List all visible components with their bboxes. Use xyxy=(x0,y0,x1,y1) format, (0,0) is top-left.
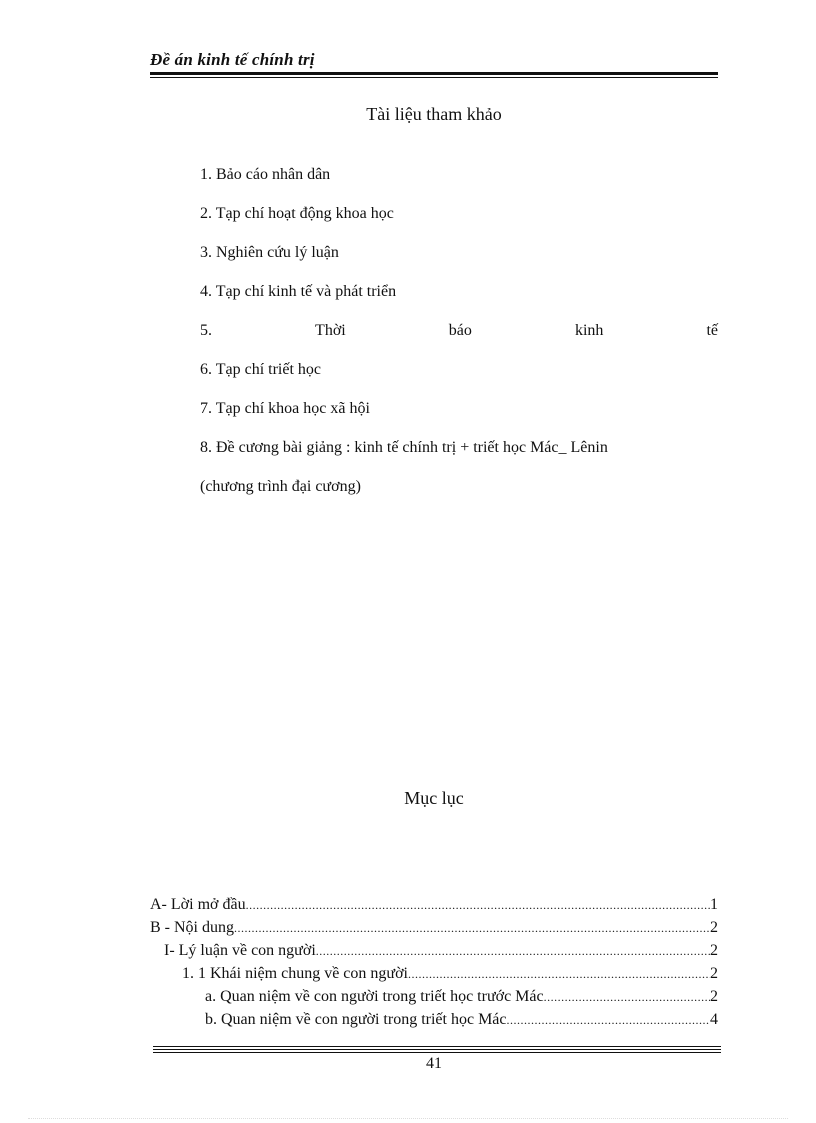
toc-entry[interactable] xyxy=(150,939,718,962)
footer-rule xyxy=(153,1049,721,1050)
toc-entry[interactable] xyxy=(150,916,718,939)
reference-item: 4. Tạp chí kinh tế và phát triển xyxy=(200,283,397,300)
toc-entry[interactable] xyxy=(150,1008,718,1031)
toc-leader-dots xyxy=(544,986,710,1009)
page-bottom-divider xyxy=(28,1118,788,1119)
reference-item: 6. Tạp chí triết học xyxy=(200,361,321,378)
toc-entry[interactable] xyxy=(150,962,718,985)
header-title: Đề án kinh tế chính trị xyxy=(150,50,315,69)
reference-item: 8. Đề cương bài giảng : kinh tế chính trị + triết học Mác_ Lênin xyxy=(200,439,608,456)
references-list xyxy=(200,163,718,514)
toc-entry-page: 2 xyxy=(710,942,718,959)
toc-entry-text: A- Lời mở đầu xyxy=(150,896,246,913)
reference-item: 2. Tạp chí hoạt động khoa học xyxy=(200,205,394,222)
header-rule-thin xyxy=(150,77,718,78)
footer-rule xyxy=(153,1052,721,1053)
toc-entry-text: b. Quan niệm về con người trong triết học Mác xyxy=(205,1011,507,1028)
reference-item: 7. Tạp chí khoa học xã hội xyxy=(200,400,370,417)
toc-entry-page: 1 xyxy=(710,896,718,913)
toc-entry[interactable] xyxy=(150,985,718,1008)
table-of-contents xyxy=(150,893,718,1031)
page-number: 41 xyxy=(426,1055,442,1072)
reference-word: báo xyxy=(448,322,472,339)
toc-entry-page: 2 xyxy=(710,965,718,982)
toc-entry[interactable] xyxy=(150,893,718,916)
toc-entry-page: 2 xyxy=(710,919,718,936)
toc-entry-text: B - Nội dung xyxy=(150,919,234,936)
toc-entry-text: 1. 1 Khái niệm chung về con người xyxy=(182,965,408,982)
toc-leader-dots xyxy=(507,1009,711,1032)
reference-item: 1. Bảo cáo nhân dân xyxy=(200,166,331,183)
reference-item: (chương trình đại cương) xyxy=(200,478,361,495)
reference-word: tế xyxy=(706,322,718,339)
toc-entry-text: a. Quan niệm về con người trong triết học trước Mác xyxy=(205,988,544,1005)
references-title: Tài liệu tham khảo xyxy=(366,104,502,124)
footer-rule xyxy=(153,1046,721,1047)
reference-item: 3. Nghiên cứu lý luận xyxy=(200,244,339,261)
toc-leader-dots xyxy=(316,940,710,963)
reference-item-justified xyxy=(200,319,718,358)
page-header xyxy=(150,50,718,78)
toc-entry-text: I- Lý luận về con người xyxy=(164,942,316,959)
toc-entry-page: 4 xyxy=(710,1011,718,1028)
toc-leader-dots xyxy=(408,963,710,986)
reference-word: 5. xyxy=(200,322,212,339)
toc-leader-dots xyxy=(246,894,710,917)
toc-title: Mục lục xyxy=(404,788,464,808)
reference-word: kinh xyxy=(574,322,604,339)
footer-rules xyxy=(153,1046,721,1055)
toc-entry-page: 2 xyxy=(710,988,718,1005)
reference-word: Thời xyxy=(315,322,346,339)
toc-leader-dots xyxy=(234,917,710,940)
header-rule-thick xyxy=(150,72,718,75)
